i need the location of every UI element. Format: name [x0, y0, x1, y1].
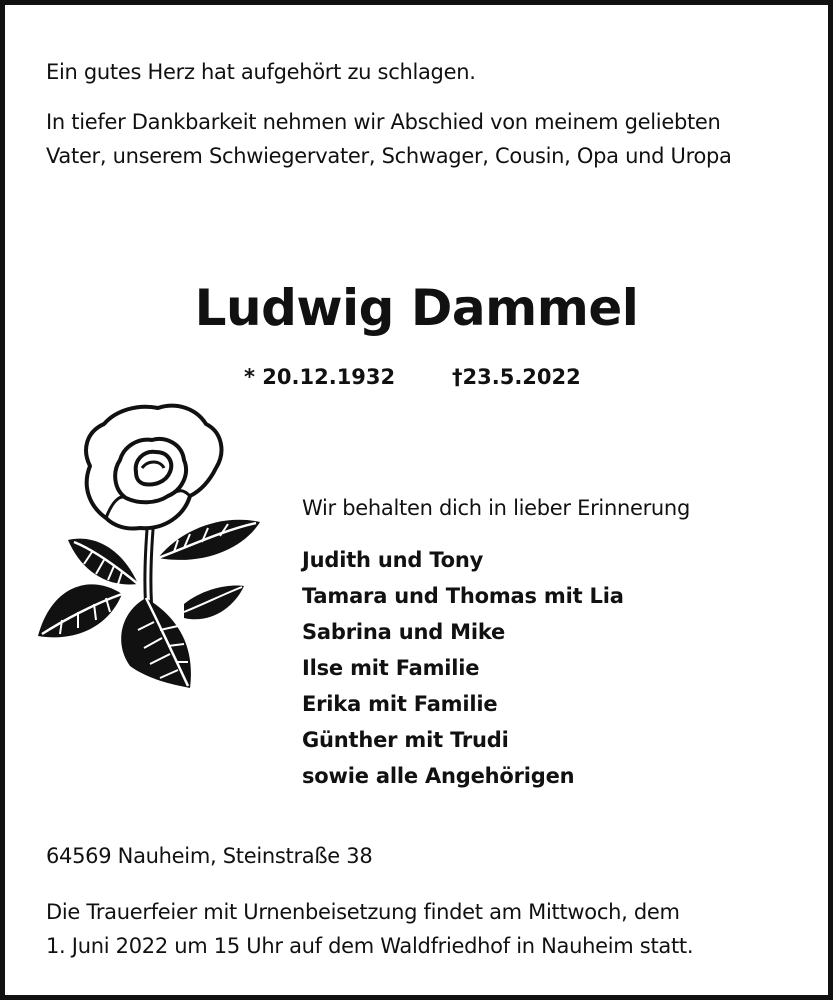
- funeral-line-2: 1. Juni 2022 um 15 Uhr auf dem Waldfriedhof in Nauheim statt.: [46, 934, 694, 958]
- mourner-name: Sabrina und Mike: [302, 620, 506, 644]
- intro-line-1: Ein gutes Herz hat aufgehört zu schlagen.: [46, 60, 476, 84]
- deceased-name: Ludwig Dammel: [194, 279, 639, 337]
- address: 64569 Nauheim, Steinstraße 38: [46, 844, 373, 868]
- intro-line-2: In tiefer Dankbarkeit nehmen wir Abschied von meinem geliebten: [46, 110, 721, 134]
- memory-line: Wir behalten dich in lieber Erinnerung: [302, 496, 690, 520]
- mourner-name: Tamara und Thomas mit Lia: [302, 584, 624, 608]
- funeral-line-1: Die Trauerfeier mit Urnenbeisetzung findet am Mittwoch, dem: [46, 900, 680, 924]
- mourner-name: Erika mit Familie: [302, 692, 498, 716]
- mourner-list: [302, 542, 624, 794]
- rose-icon: [34, 398, 264, 688]
- birth-date: * 20.12.1932: [244, 365, 396, 389]
- mourner-name: Judith und Tony: [302, 548, 484, 572]
- intro-line-3: Vater, unserem Schwiegervater, Schwager, Cousin, Opa und Uropa: [46, 144, 732, 168]
- death-date: †23.5.2022: [452, 365, 581, 389]
- mourner-name: sowie alle Angehörigen: [302, 764, 575, 788]
- mourner-name: Günther mit Trudi: [302, 728, 509, 752]
- mourner-name: Ilse mit Familie: [302, 656, 480, 680]
